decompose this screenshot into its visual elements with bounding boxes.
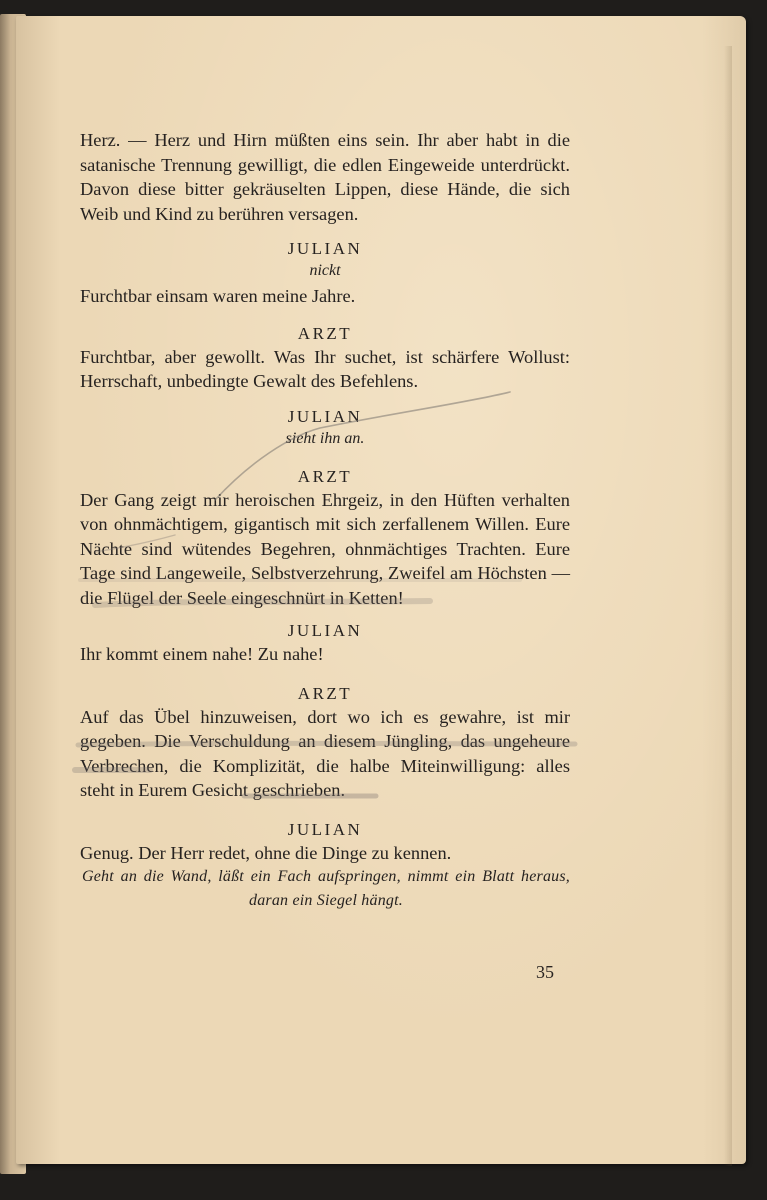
paragraph: Furchtbar einsam waren meine Jahre.	[80, 286, 356, 306]
stage-direction: sieht ihn an.	[285, 429, 365, 447]
speaker-name: JULIAN	[287, 406, 363, 426]
speaker-name: ARZT	[297, 323, 353, 343]
speaker-name: ARZT	[297, 683, 353, 703]
paragraph: Furchtbar, aber gewollt. Was Ihr suchet, ist schärfere Wollust: Herrschaft, unbedingte Gewalt des Befehlens.	[80, 346, 570, 391]
page-text	[80, 128, 570, 913]
speaker-name: ARZT	[297, 466, 353, 486]
page-number: 35	[536, 962, 554, 982]
speaker-name: JULIAN	[287, 621, 363, 640]
speaker-name: JULIAN	[287, 239, 363, 258]
speaker-name: JULIAN	[287, 819, 363, 839]
paragraph: Herz. — Herz und Hirn müßten eins sein. Ihr aber habt in die satanische Trennung gewilligt, die edlen Eingeweide unterdrückt. Davon diese bitter gekräuselten Lippen, diese Hände, die sich Weib und Kind zu berühren versagen.	[80, 130, 570, 224]
paragraph: Ihr kommt einem nahe! Zu nahe!	[80, 644, 324, 664]
page-shadow-edge	[724, 46, 732, 1166]
paragraph: Der Gang zeigt mir heroischen Ehrgeiz, in den Hüften verhalten von ohnmächtigem, gigantisch mit sich zerfallenem Willen. Eure Nächte sind wütendes Begehren, ohnmächtiges Trachten. Eure Tage sind Langeweile, Selbstverzehrung, Zweifel am Höchsten — die Flügel der Seele eingeschnürt in Ketten!	[80, 489, 570, 608]
paragraph: Auf das Übel hinzuweisen, dort wo ich es gewahre, ist mir gegeben. Die Verschuldung an diesem Jüngling, das ungeheure Verbrechen, die Komplizität, die halbe Miteinwilligung: alles steht in Eurem Gesicht geschrieben.	[80, 706, 570, 800]
stage-direction: nickt	[309, 262, 341, 279]
stage-direction-block: Geht an die Wand, läßt ein Fach aufspringen, nimmt ein Blatt heraus, daran ein Siegel hängt.	[82, 868, 570, 909]
paragraph: Genug. Der Herr redet, ohne die Dinge zu kennen.	[80, 842, 452, 863]
